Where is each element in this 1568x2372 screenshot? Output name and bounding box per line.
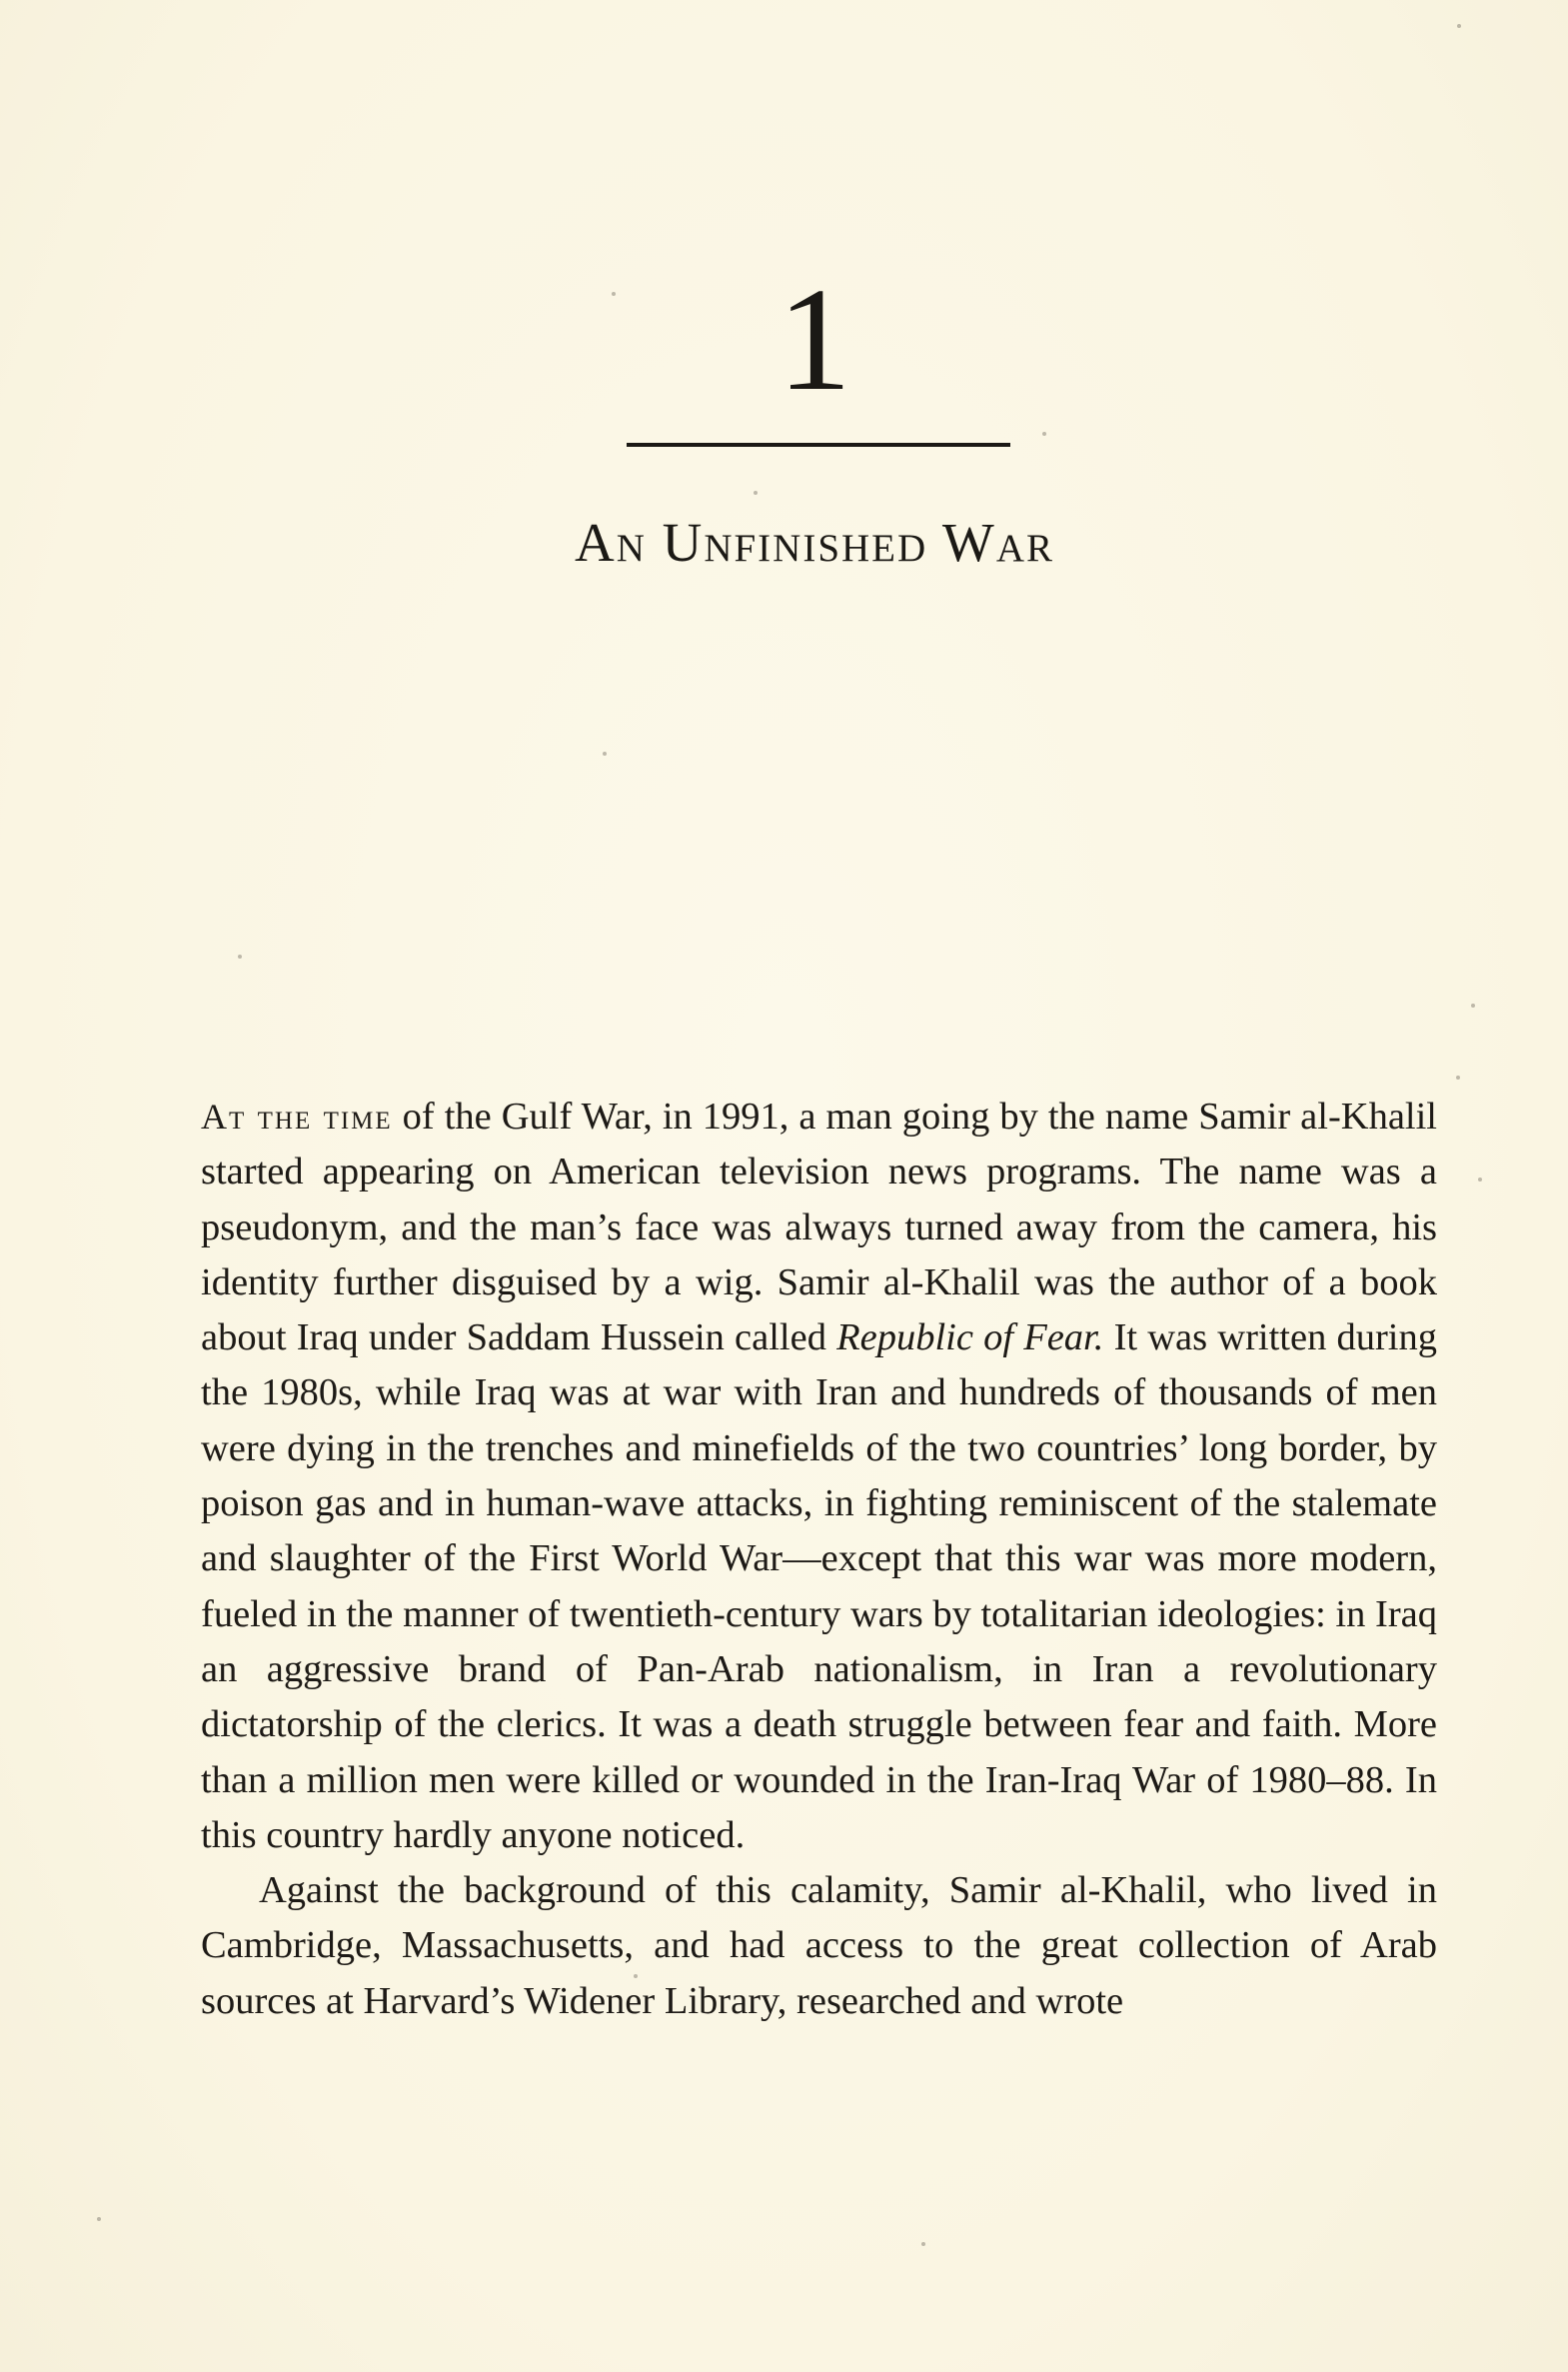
paragraph-text: of the Gulf War, in 1991, a man going by the name Samir al-Khalil started appearing on American television news programs. The name was a pseudonym, and the man’s face was always turned away from the camera, his identity further disguised by a wig. Samir al-Khalil was the author of a book about Iraq under Saddam Hussein called	[201, 1096, 1438, 1359]
scan-speck	[238, 955, 242, 959]
scan-speck	[754, 491, 758, 495]
scan-speck	[634, 1974, 638, 1978]
scan-speck	[97, 2217, 101, 2221]
scan-speck	[603, 752, 607, 756]
chapter-number: 1	[778, 258, 851, 422]
scan-speck	[1456, 1076, 1460, 1080]
scan-speck	[1042, 432, 1046, 436]
paragraph-text: It was written during the 1980s, while Iraq was at war with Iran and hundreds of thousands of men were dying in the trenches and minefields of the two countries’ long border, by poison gas and in human-wave attacks, in fighting reminiscent of the stalemate and slaughter of the First World War—except that this war was more modern, fueled in the manner of twentieth-century wars by totalitarian ideologies: in Iraq an aggressive brand of Pan-Arab nationalism, in Iran a revolutionary dictatorship of the clerics. It was a death struggle between fear and faith. More than a million men were killed or wounded in the Iran-Iraq War of 1980–88. In this country hardly anyone noticed.	[201, 1316, 1437, 1856]
chapter-title: An Unfinished War	[574, 512, 1055, 573]
scan-speck	[1471, 1004, 1475, 1008]
paragraph-lead-in: At the time	[201, 1097, 393, 1137]
paragraph: Against the background of this calamity, Samir al-Khalil, who lived in Cambridge, Massachusetts, and had access to the great collection of Arab sources at Harvard’s Widener Library, researched and wrote	[201, 1869, 1437, 2022]
scan-speck	[1457, 24, 1461, 28]
paragraph	[201, 1090, 1437, 1863]
scan-speck	[921, 2242, 925, 2246]
scan-speck	[1478, 1178, 1482, 1182]
scan-speck	[612, 292, 616, 296]
book-title: Republic of Fear.	[836, 1316, 1104, 1359]
chapter-divider-rule	[627, 443, 1010, 447]
body-text	[201, 1090, 1437, 2029]
